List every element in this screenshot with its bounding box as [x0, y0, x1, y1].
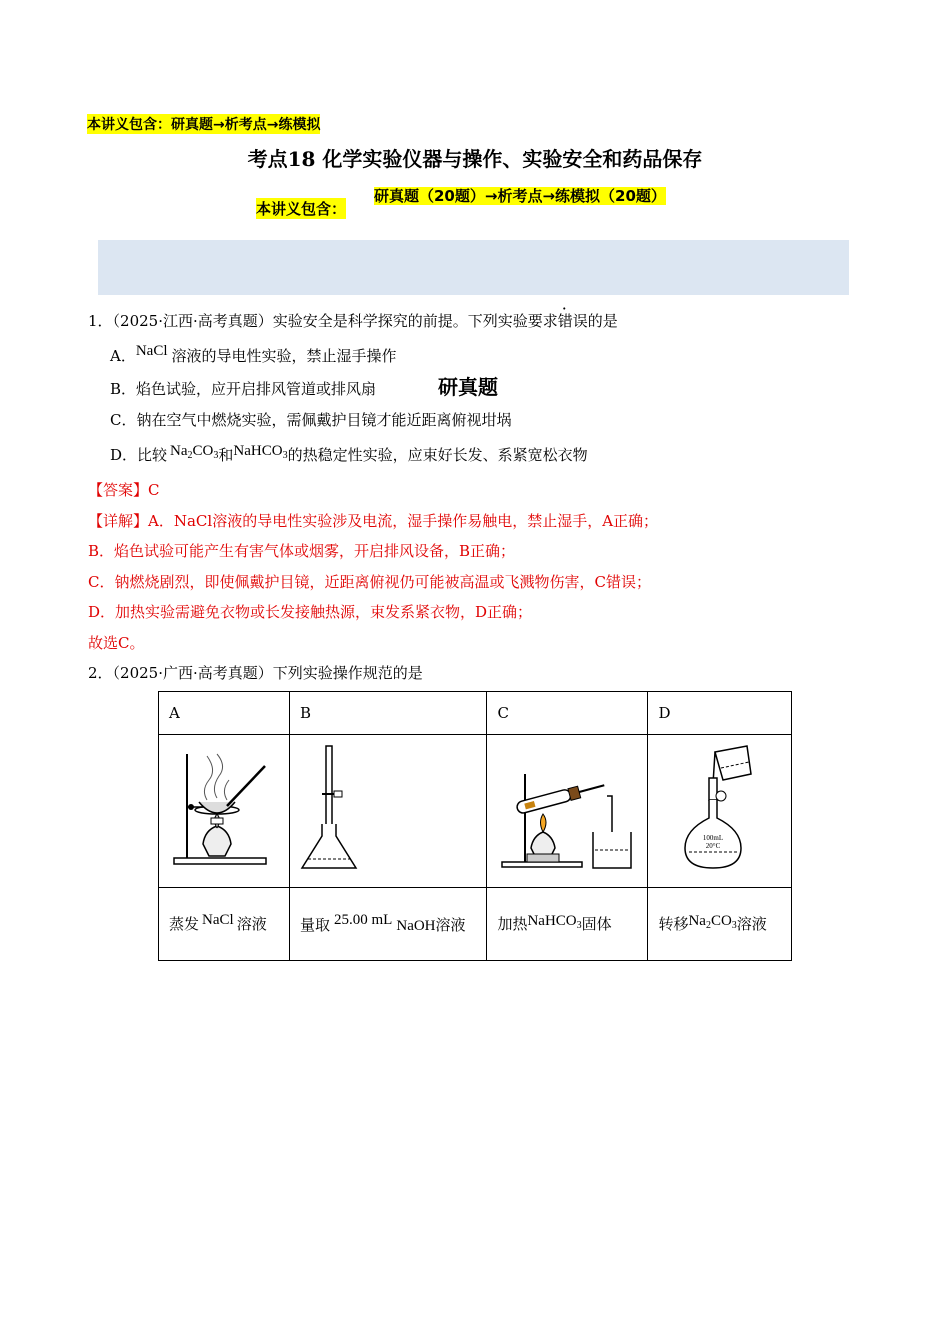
q1-stem: [88, 311, 618, 331]
q1-option-d-formula1-sub-a: 2: [187, 450, 193, 461]
q1-answer: [88, 479, 160, 500]
q1-option-a-letter: A．: [110, 347, 136, 365]
q2-caption-b-volume: 25.00 mL: [334, 911, 393, 928]
q2-header-c: C: [487, 692, 648, 735]
q2-image-d: [648, 735, 792, 888]
q1-option-d-formula2: NaHCO: [233, 443, 283, 459]
q1-option-b-letter: B．: [110, 380, 137, 398]
q1-stem-before: 实验安全是科学探究的前提。下列实验要求: [272, 312, 558, 330]
q1-answer-label: 【答案】: [88, 481, 149, 499]
q1-detail-line-4: D．加热实验需避免衣物或长发接触热源，束发系紧衣物，D正确；: [88, 603, 533, 621]
q1-option-c-letter: C．: [110, 411, 137, 429]
heating-apparatus-illustration: [497, 744, 637, 874]
q2-caption-a-before: 蒸发: [169, 914, 200, 933]
q2-stem: [88, 663, 423, 683]
q2-caption-d-formula-b: CO: [710, 913, 732, 929]
q1-detail-text-1: A．NaCl溶液的导电性实验涉及电流，湿手操作易触电，禁止湿手，A正确；: [148, 512, 659, 530]
section-label: 研真题: [438, 375, 498, 399]
subtitle-content: [374, 183, 704, 209]
q1-answer-value: C: [148, 481, 160, 499]
q1-stem-after: 的是: [587, 312, 618, 330]
q2-image-b: [290, 735, 487, 888]
q1-option-d-text-before: 比较: [137, 446, 168, 464]
q1-option-d-mid: 和: [218, 446, 234, 464]
q1-source: （2025·江西·高考真题）: [112, 312, 273, 330]
header-highlight-line: 本讲义包含：研真题→析考点→练模拟: [87, 114, 320, 134]
q2-header-b: B: [290, 692, 487, 735]
q2-caption-d-before: 转移: [658, 915, 689, 933]
subtitle-label: 本讲义包含：: [256, 200, 347, 218]
q1-option-c: [110, 409, 512, 430]
q2-caption-a-after: 溶液: [236, 914, 267, 933]
q2-image-a: [159, 735, 290, 888]
q2-caption-c-after: 固体: [581, 915, 612, 933]
q1-detail-line-1: [88, 510, 658, 531]
q2-caption-d: [648, 888, 792, 961]
section-banner: [98, 240, 849, 295]
q1-option-d-formula2-sub: 3: [282, 450, 288, 461]
q2-caption-d-formula-sub-b: 3: [731, 920, 737, 931]
evaporation-apparatus-illustration: [169, 744, 279, 874]
q2-caption-c: [487, 888, 648, 961]
q2-options-table: [158, 691, 792, 961]
q2-caption-c-formula: NaHCO: [527, 913, 577, 929]
q1-option-b-text: 焰色试验，应开启排风管道或排风扇: [136, 380, 377, 398]
q2-header-row: [159, 692, 792, 735]
q2-caption-d-formula-a: Na: [688, 913, 706, 929]
q1-detail-label: 【详解】: [88, 512, 149, 530]
q1-detail-line-5: 故选C。: [88, 634, 145, 652]
flask-temperature-label: 20°C: [705, 842, 720, 850]
q1-option-a-formula: NaCl: [135, 343, 168, 359]
q1-option-c-text: 钠在空气中燃烧实验，需佩戴护目镜才能近距离俯视坩埚: [136, 411, 512, 429]
q1-option-d-text-after: 的热稳定性实验，应束好长发、系紧宽松衣物: [287, 446, 588, 464]
q1-option-d-formula1-a: Na: [170, 443, 188, 459]
q1-option-a-text: 溶液的导电性实验，禁止湿手操作: [171, 347, 397, 365]
q2-caption-a: [159, 888, 290, 961]
q2-caption-d-after: 溶液: [736, 915, 767, 933]
flask-volume-label: 100mL: [702, 834, 723, 842]
q2-caption-row: [159, 888, 792, 961]
q1-stem-emphasis: 错误: [557, 312, 588, 330]
subtitle-content-text: 研真题（20题）→析考点→练模拟（20题）: [374, 187, 666, 205]
q2-source: （2025·广西·高考真题）: [112, 664, 273, 682]
q1-option-d-formula1-sub-b: 3: [213, 450, 219, 461]
q2-caption-a-formula: NaCl: [202, 911, 234, 928]
q1-detail-line-3: C．钠燃烧剧烈，即使佩戴护目镜，近距离俯视仍可能被高温或飞溅物伤害，C错误；: [88, 573, 651, 591]
q2-header-a: A: [159, 692, 290, 735]
q2-caption-b-formula: NaOH: [396, 917, 436, 934]
q2-stem-text: 下列实验操作规范的是: [272, 664, 423, 682]
q2-caption-c-before: 加热: [497, 915, 528, 933]
q2-caption-d-formula-sub-a: 2: [705, 920, 711, 931]
page-title: 考点18 化学实验仪器与操作、实验安全和药品保存: [247, 147, 703, 171]
q2-number: 2．: [88, 664, 113, 682]
q2-caption-c-formula-sub: 3: [576, 920, 582, 931]
q1-option-d-letter: D．: [110, 446, 138, 464]
q2-caption-b: [290, 888, 487, 961]
q2-header-d: D: [648, 692, 792, 735]
q1-option-d: [110, 444, 588, 466]
q1-option-a: [110, 345, 397, 366]
q2-image-row: [159, 735, 792, 888]
q1-detail-line-2: B．焰色试验可能产生有害气体或烟雾，开启排风设备，B正确；: [88, 542, 516, 560]
q1-option-b: [110, 378, 376, 399]
titration-apparatus-illustration: [296, 744, 386, 874]
q2-caption-b-before: 量取: [300, 915, 331, 934]
transfer-apparatus-illustration: [675, 744, 765, 874]
q2-image-c: [487, 735, 648, 888]
q2-caption-b-after: 溶液: [435, 915, 466, 934]
q1-option-d-formula1-b: CO: [192, 443, 214, 459]
q1-number: 1．: [88, 312, 113, 330]
